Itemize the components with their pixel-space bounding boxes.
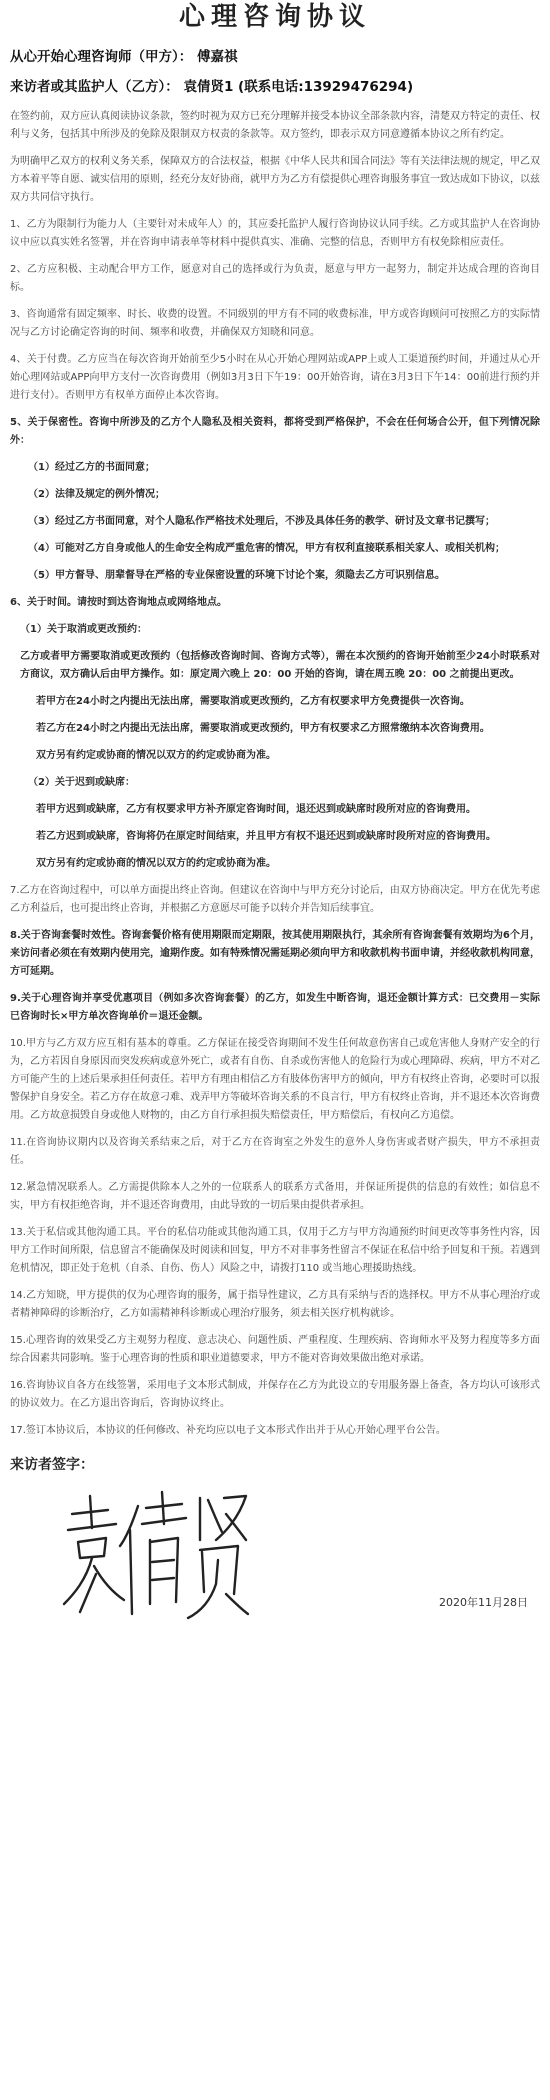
agreement-clause: （2）法律及规定的例外情况；	[28, 489, 165, 500]
agreement-clause: 双方另有约定或协商的情况以双方的约定或协商为准。	[36, 858, 276, 869]
agreement-clause: （2）关于迟到或缺席：	[28, 777, 135, 788]
agreement-clause: 若乙方迟到或缺席，咨询将仍在原定时间结束，并且甲方有权不退还迟到或缺席时段所对应的咨询费用。	[36, 831, 496, 842]
agreement-clause: 1、乙方为限制行为能力人（主要针对未成年人）的，其应委托监护人履行咨询协议认同手续。乙方或其监护人在咨询协议中应以真实姓名签署，并在咨询申请表单等材料中提供真实、准确、完整的信息，否则甲方有权免除相应责任。	[10, 219, 540, 248]
agreement-clause: 7.乙方在咨询过程中，可以单方面提出终止咨询。但建议在咨询中与甲方充分讨论后，由双方协商决定。甲方在优先考虑乙方利益后，也可提出终止咨询，并根据乙方意愿尽可能予以转介并告知后续事宜。	[10, 885, 540, 914]
agreement-clause: 6、关于时间。请按时到达咨询地点或网络地点。	[10, 597, 227, 608]
agreement-clause: 4、关于付费。乙方应当在每次咨询开始前至少5小时在从心开始心理网站或APP上或人工渠道预约时间，并通过从心开始心理网站或APP向甲方支付一次咨询费用（例如3月3日下午19：00开始咨询，请在3月3日下午14：00前进行预约并进行支付）。否则甲方有权单方面停止本次咨询。	[10, 354, 540, 401]
agreement-clause: 若甲方在24小时之内提出无法出席，需要取消或更改预约，乙方有权要求甲方免费提供一次咨询。	[36, 696, 470, 707]
agreement-clause: 为明确甲乙双方的权利义务关系，保障双方的合法权益，根据《中华人民共和国合同法》等有关法律法规的规定，甲乙双方本着平等自愿、诚实信用的原则，经充分友好协商，就甲方为乙方有偿提供心理咨询服务事宜一致达成如下协议，以兹双方共同信守执行。	[10, 156, 540, 203]
agreement-clause: 11.在咨询协议期内以及咨询关系结束之后，对于乙方在咨询室之外发生的意外人身伤害或者财产损失，甲方不承担责任。	[10, 1137, 540, 1166]
agreement-clause: 9.关于心理咨询并享受优惠项目（例如多次咨询套餐）的乙方，如发生中断咨询，退还金额计算方式：已交费用－实际已咨询时长×甲方单次咨询单价＝退还金额。	[10, 993, 540, 1022]
agreement-clause: （1）关于取消或更改预约：	[20, 624, 147, 635]
counselor-party: 从心开始心理咨询师（甲方）： 傅嘉祺	[10, 49, 238, 65]
agreement-clause: 17.签订本协议后，本协议的任何修改、补充均应以电子文本形式作出并于从心开始心理平台公告。	[10, 1425, 446, 1436]
agreement-body	[10, 108, 540, 1440]
agreement-clause: 在签约前，双方应认真阅读协议条款，签约时视为双方已充分理解并接受本协议全部条款内容，清楚双方特定的责任、权利与义务，包括其中所涉及的免除及限制双方权责的条款等。双方签约，即表示双方同意遵循本协议之所有约定。	[10, 111, 540, 140]
agreement-clause: 16.咨询协议自各方在线签署，采用电子文本形式制成，并保存在乙方为此设立的专用服务器上备查，各方均认可该形式的协议效力。在乙方退出咨询后，咨询协议终止。	[10, 1380, 540, 1409]
agreement-clause: （4）可能对乙方自身或他人的生命安全构成严重危害的情况，甲方有权利直接联系相关家人、或相关机构；	[28, 543, 505, 554]
agreement-clause: 15.心理咨询的效果受乙方主观努力程度、意志决心、问题性质、严重程度、生理疾病、咨询师水平及努力程度等多方面综合因素共同影响。鉴于心理咨询的性质和职业道德要求，甲方不能对咨询效果做出绝对承诺。	[10, 1335, 540, 1364]
agreement-clause: 13.关于私信或其他沟通工具。平台的私信功能或其他沟通工具，仅用于乙方与甲方沟通预约时间更改等事务性内容，因甲方工作时间所限，信息留言不能确保及时阅读和回复，甲方不对非事务性留言不保证在私信中给予回复和干预。若遇到危机情况，即正处于危机（自杀、自伤、伤人）风险之中，请拨打110 或当地心理援助热线。	[10, 1227, 540, 1274]
agreement-clause: 12.紧急情况联系人。乙方需提供除本人之外的一位联系人的联系方式备用，并保证所提供的信息的有效性；如信息不实，甲方有权拒绝咨询，并不退还咨询费用，由此导致的一切后果由提供者承担。	[10, 1182, 540, 1211]
handwritten-signature	[50, 1484, 250, 1624]
agreement-clause: 2、乙方应积极、主动配合甲方工作，愿意对自己的选择或行为负责，愿意与甲方一起努力，制定并达成合理的咨询目标。	[10, 264, 540, 293]
agreement-clause: （1）经过乙方的书面同意；	[28, 462, 155, 473]
agreement-clause: 双方另有约定或协商的情况以双方的约定或协商为准。	[36, 750, 276, 761]
page-title: 心理咨询协议	[178, 2, 371, 32]
agreement-clause: 若乙方在24小时之内提出无法出席，需要取消或更改预约，甲方有权要求乙方照常缴纳本次咨询费用。	[36, 723, 490, 734]
client-party: 来访者或其监护人（乙方）： 袁倩贤1 (联系电话:13929476294)	[10, 79, 414, 95]
agreement-clause: （3）经过乙方书面同意，对个人隐私作严格技术处理后，不涉及具体任务的教学、研讨及文章书记撰写；	[28, 516, 495, 527]
agreement-clause: 5、关于保密性。咨询中所涉及的乙方个人隐私及相关资料，都将受到严格保护，不会在任何场合公开，但下列情况除外：	[10, 417, 540, 446]
agreement-clause: 14.乙方知晓，甲方提供的仅为心理咨询的服务，属于指导性建议，乙方具有采纳与否的选择权。甲方不从事心理治疗或者精神障碍的诊断治疗，乙方如需精神科诊断或心理治疗服务，须去相关医疗机构就诊。	[10, 1290, 540, 1319]
agreement-clause: 乙方或者甲方需要取消或更改预约（包括修改咨询时间、咨询方式等），需在本次预约的咨询开始前至少24小时联系对方商议，双方确认后由甲方操作。如：原定周六晚上 20：00 开始的咨询，请在周五晚 20：00 之前提出更改。	[20, 651, 540, 680]
agreement-clause: 8.关于咨询套餐时效性。咨询套餐价格有使用期限而定期限，按其使用期限执行，其余所有咨询套餐有效期均为6个月，来访问者必须在有效期内使用完，逾期作废。如有特殊情况需延期必须向甲方和收款机构书面申请，并经收款机构同意，方可延期。	[10, 930, 540, 977]
agreement-clause: 3、咨询通常有固定频率、时长、收费的设置。不同级别的甲方有不同的收费标准，甲方或咨询顾问可按照乙方的实际情况与乙方讨论确定咨询的时间、频率和收费，并确保双方知晓和同意。	[10, 309, 540, 338]
agreement-clause: 若甲方迟到或缺席，乙方有权要求甲方补齐原定咨询时间，退还迟到或缺席时段所对应的咨询费用。	[36, 804, 476, 815]
signature-area	[10, 1474, 540, 1624]
signature-date: 2020年11月28日	[439, 1596, 528, 1609]
agreement-clause: （5）甲方督导、朋辈督导在严格的专业保密设置的环境下讨论个案，须隐去乙方可识别信息。	[28, 570, 445, 581]
agreement-clause: 10.甲方与乙方双方应互相有基本的尊重。乙方保证在接受咨询期间不发生任何故意伤害自己或危害他人身财产安全的行为，乙方若因自身原因而突发疾病或意外死亡，或者有自伤、自杀或伤害他人的危险行为或心理障碍、疾病，甲方不对乙方可能产生的上述后果承担任何责任。若甲方有理由相信乙方有肢体伤害甲方的倾向，甲方有权终止咨询，必要时可以报警保护自身安全。若乙方存在故意刁难、戏弄甲方等破坏咨询关系的不良言行，甲方有权终止咨询，并不退还本次咨询费用。乙方故意损毁自身或他人财物的，由乙方自行承担损失赔偿责任，甲方赔偿后，有权向乙方追偿。	[10, 1038, 540, 1121]
signature-label: 来访者签字：	[10, 1457, 94, 1473]
